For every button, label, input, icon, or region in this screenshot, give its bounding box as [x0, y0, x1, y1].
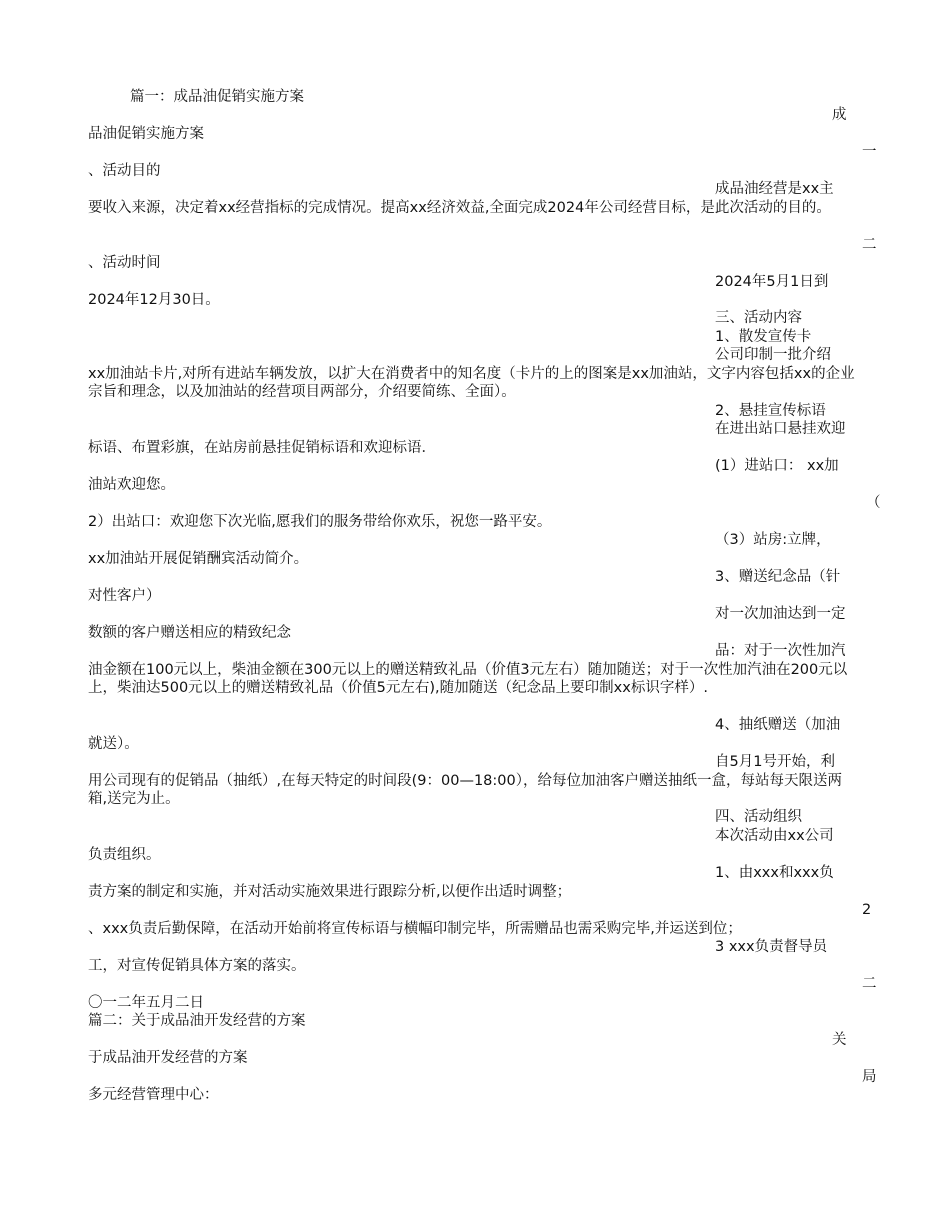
paragraph: 负责组织。: [88, 847, 161, 863]
text-fragment: 品：对于一次性加汽: [715, 643, 846, 659]
text-fragment: 2: [862, 902, 872, 918]
heading-part-two: 篇二：关于成品油开发经营的方案: [88, 1013, 306, 1029]
section-heading: 、活动时间: [88, 255, 161, 271]
text-fragment: 3 xxx负责督导员: [715, 939, 828, 955]
paragraph: 于成品油开发经营的方案: [88, 1050, 248, 1066]
heading-part-one: 篇一：成品油促销实施方案: [130, 89, 304, 105]
paragraph: 要收入来源，决定着xx经营指标的完成情况。提高xx经济效益,全面完成2024年公司经营目标，是此次活动的目的。: [88, 200, 831, 216]
paragraph: 2）出站口：欢迎您下次光临,愿我们的服务带给你欢乐，祝您一路平安。: [88, 514, 552, 530]
paragraph: 对性客户）: [88, 588, 161, 604]
section-heading: 、活动目的: [88, 163, 161, 179]
text-fragment: 自5月1号开始，利: [715, 754, 835, 770]
text-fragment: 对一次加油达到一定: [715, 606, 846, 622]
paragraph: 油金额在100元以上，柴油金额在300元以上的赠送精致礼品（价值3元左右）随加随送；对于一次性加汽油在200元以上，柴油达500元以上的赠送精致礼品（价值5元左右),随加随送（纪念品上要印制xx标识字样）.: [88, 662, 848, 696]
section-heading: 四、活动组织: [715, 809, 802, 825]
paragraph: 2024年12月30日。: [88, 292, 220, 308]
text-fragment: （3）站房:立牌，: [715, 532, 831, 548]
text-fragment: 公司印制一批介绍: [715, 347, 831, 363]
text-fragment: 1、由xxx和xxx负: [715, 865, 834, 881]
paragraph: 工，对宣传促销具体方案的落实。: [88, 958, 306, 974]
paragraph: 多元经营管理中心：: [88, 1087, 219, 1103]
paragraph: 、xxx负责后勤保障，在活动开始前将宣传标语与横幅印制完毕，所需赠品也需采购完毕,并运送到位；: [88, 921, 742, 937]
section-heading: 三、活动内容: [715, 310, 802, 326]
text-fragment: 局: [862, 1069, 877, 1085]
text-fragment: 成: [832, 107, 847, 123]
paragraph: 品油促销实施方案: [88, 126, 204, 142]
paragraph: 用公司现有的促销品（抽纸）,在每天特定的时间段(9：00—18:00），给每位加油客户赠送抽纸一盒，每站每天限送两箱,送完为止。: [88, 773, 842, 807]
paragraph: xx加油站卡片,对所有进站车辆发放，以扩大在消费者中的知名度（卡片的上的图案是xx加油站，文字内容包括xx的企业宗旨和理念，以及加油站的经营项目两部分，介绍要简练、全面）。: [88, 366, 855, 400]
subheading: 3、赠送纪念品（针: [715, 569, 841, 585]
text-fragment: (1）进站口： xx加: [715, 458, 839, 474]
text-fragment: 二: [862, 237, 877, 253]
text-fragment: 成品油经营是xx主: [715, 181, 834, 197]
subheading: 2、悬挂宣传标语: [715, 403, 826, 419]
paragraph: 责方案的制定和实施，并对活动实施效果进行跟踪分析,以便作出适时调整；: [88, 884, 572, 900]
subheading: 1、散发宣传卡: [715, 329, 812, 345]
paragraph: 就送）。: [88, 736, 139, 752]
text-fragment: 2024年5月1日到: [715, 274, 829, 290]
text-fragment: 二: [862, 976, 877, 992]
text-fragment: 关: [832, 1032, 847, 1048]
date-line: 〇一二年五月二日: [88, 995, 204, 1011]
paragraph: xx加油站开展促销酬宾活动简介。: [88, 551, 309, 567]
text-fragment: 在进出站口悬挂欢迎: [715, 421, 846, 437]
subheading: 4、抽纸赠送（加油: [715, 717, 841, 733]
text-fragment: （: [866, 495, 881, 511]
text-fragment: 一: [862, 144, 877, 160]
text-fragment: 本次活动由xx公司: [715, 828, 834, 844]
paragraph: 数额的客户赠送相应的精致纪念: [88, 625, 291, 641]
paragraph: 油站欢迎您。: [88, 477, 175, 493]
paragraph: 标语、布置彩旗，在站房前悬挂促销标语和欢迎标语．: [88, 440, 436, 456]
